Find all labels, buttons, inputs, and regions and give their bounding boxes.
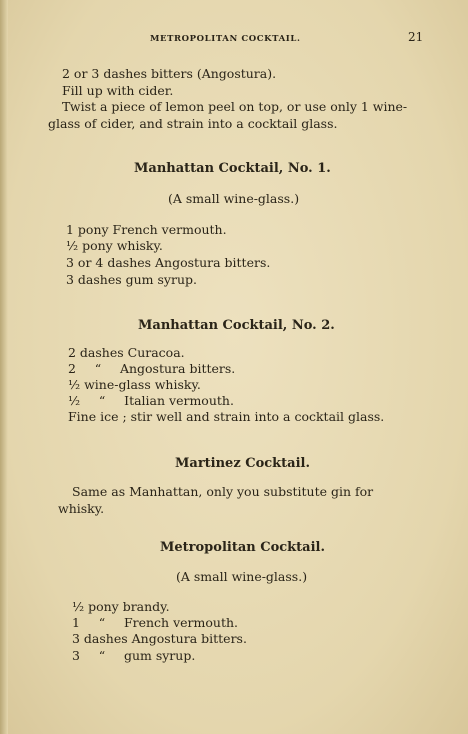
ingredient-line: ½ pony brandy. xyxy=(72,599,170,614)
recipe-subtitle: (A small wine-glass.) xyxy=(168,191,300,206)
instruction-line: Same as Manhattan, only you substitute gin for xyxy=(72,484,374,499)
ingredient-qty: ½ xyxy=(68,393,81,408)
ingredient-line xyxy=(68,393,234,409)
continuation-line: Twist a piece of lemon peel on top, or use only 1 wine- xyxy=(62,99,408,114)
page-edge-shadow xyxy=(0,0,8,734)
ditto-mark: “ xyxy=(98,615,106,630)
ingredient-line xyxy=(68,361,235,377)
ingredient-qty: 1 xyxy=(72,615,80,630)
instruction-line: whisky. xyxy=(58,501,105,516)
ingredient-line: 1 pony French vermouth. xyxy=(66,222,227,237)
ditto-mark: “ xyxy=(94,361,102,376)
ingredient-text: gum syrup. xyxy=(123,648,196,663)
recipe-title: Martinez Cocktail. xyxy=(175,456,311,471)
recipe-subtitle: (A small wine-glass.) xyxy=(176,569,308,584)
ingredient-qty: 3 xyxy=(72,648,80,663)
recipe-title: Manhattan Cocktail, No. 2. xyxy=(138,318,335,333)
continuation-line: 2 or 3 dashes bitters (Angostura). xyxy=(62,66,277,81)
ingredient-qty: 2 xyxy=(68,361,76,376)
ingredient-line: 2 dashes Curacoa. xyxy=(68,345,185,360)
ditto-mark: “ xyxy=(98,648,106,663)
ingredient-line: ½ wine-glass whisky. xyxy=(68,377,201,392)
ingredient-text: French vermouth. xyxy=(123,615,238,630)
ingredient-text: Angostura bitters. xyxy=(119,361,236,376)
running-head: METROPOLITAN COCKTAIL. xyxy=(150,34,301,44)
ingredient-line: 3 or 4 dashes Angostura bitters. xyxy=(66,255,271,270)
recipe-title: Manhattan Cocktail, No. 1. xyxy=(134,161,331,176)
continuation-line: glass of cider, and strain into a cocktail glass. xyxy=(48,116,338,131)
ingredient-text: Italian vermouth. xyxy=(124,393,234,408)
ingredient-line xyxy=(72,615,238,631)
ingredient-line: 3 dashes gum syrup. xyxy=(66,272,197,287)
ingredient-line: ½ pony whisky. xyxy=(66,238,163,253)
continuation-line: Fill up with cider. xyxy=(62,83,174,98)
ingredient-line: 3 dashes Angostura bitters. xyxy=(72,631,247,646)
instruction-line: Fine ice ; stir well and strain into a cocktail glass. xyxy=(68,409,385,424)
recipe-title: Metropolitan Cocktail. xyxy=(160,540,326,555)
ditto-mark: “ xyxy=(98,393,106,408)
page-number: 21 xyxy=(408,30,424,44)
ingredient-line xyxy=(72,648,195,664)
